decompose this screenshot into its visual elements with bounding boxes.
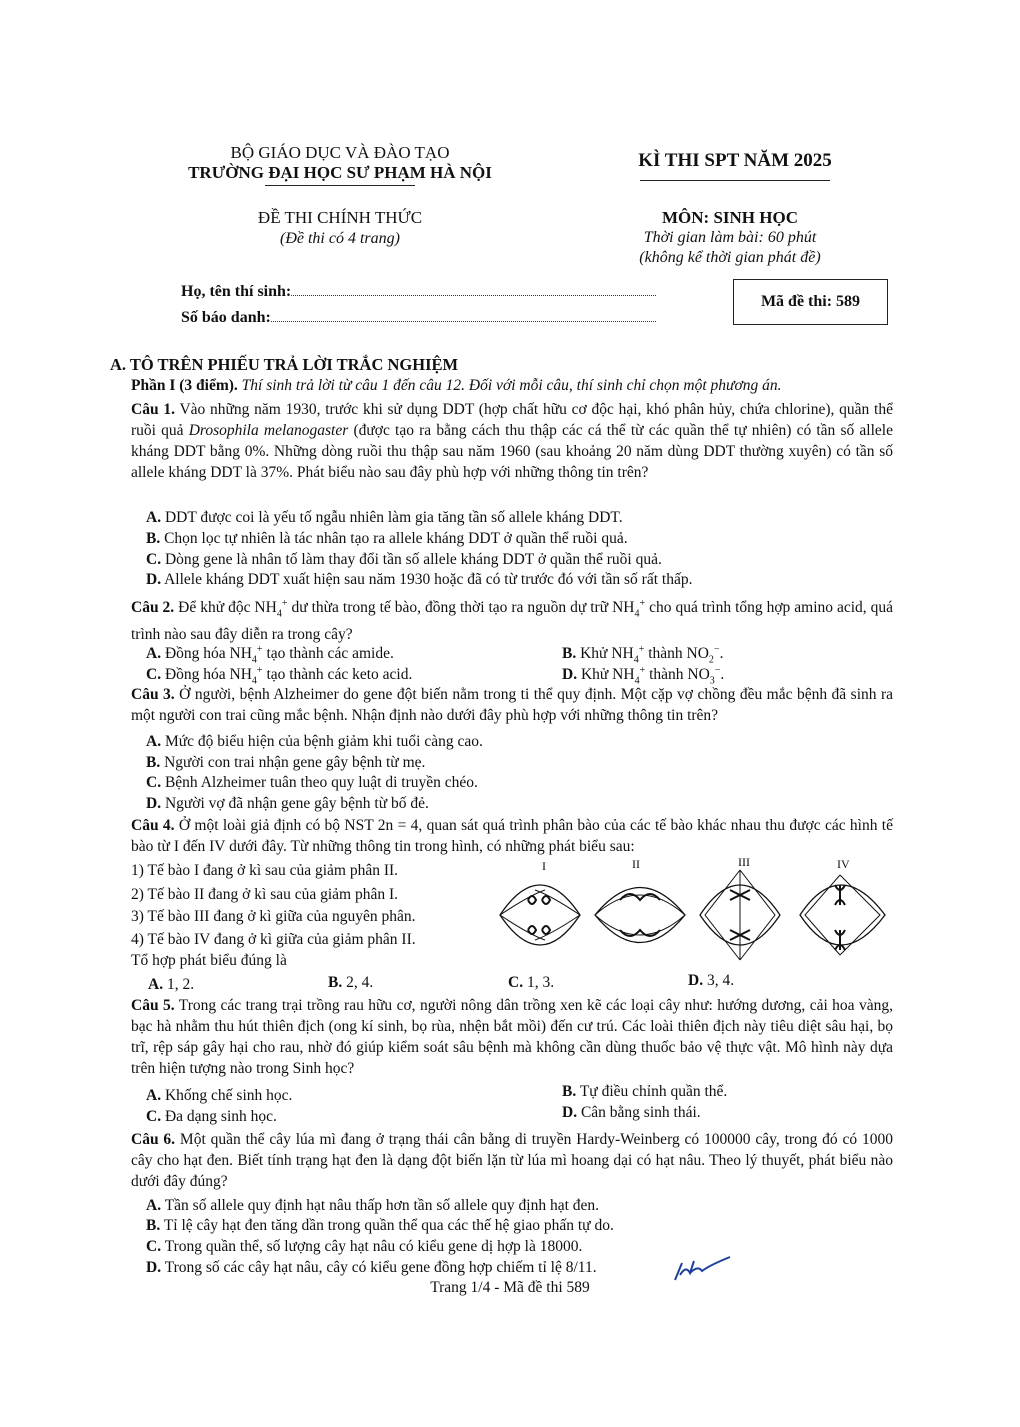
cell-iv [800, 857, 885, 955]
header-underline-right [640, 180, 830, 181]
q4-statement-2: 2) Tế bào II đang ở kì sau của giảm phân I. [131, 886, 399, 903]
part-label: Phần I (3 điểm). [131, 377, 238, 394]
q4-option-c: C. 1, 3. [508, 974, 555, 991]
species-name: Drosophila melanogaster [188, 422, 349, 439]
ministry: BỘ GIÁO DỤC VÀ ĐÀO TẠO [230, 143, 450, 162]
cell-label-iv: IV [837, 857, 850, 871]
id-dotline [271, 307, 656, 322]
signature-mark [650, 1245, 740, 1285]
question-4: Câu 4. Ở một loài giả định có bộ NST 2n = 4, quan sát quá trình phân bào của các tế bào khác nhau thu được các hình tế bào từ I đến IV dưới đây. Từ những thông tin trong hình, có những phát biểu sau: [131, 817, 893, 855]
cell-label-i: I [542, 859, 546, 873]
cell-label-ii: II [632, 857, 640, 871]
q3-option-c: C. Bệnh Alzheimer tuân theo quy luật di truyền chéo. [146, 774, 478, 791]
part-header [131, 375, 782, 396]
q4-combo: Tổ hợp phát biểu đúng là [131, 952, 287, 969]
question-label: Câu 1. [131, 401, 175, 418]
q2-option-c: C. Đồng hóa $NH_4^+$ tạo thành các keto acid. [146, 665, 413, 687]
cell-division-figure [490, 850, 900, 965]
question-2: Câu 2. Để khử độc $NH_4^+$ dư thừa trong tế bào, đồng thời tạo ra nguồn dự trữ $NH_4^+$ cho quá trình tổng hợp amino acid, quá trình nào sau đây diễn ra trong cây? [131, 598, 894, 644]
exam-title: KÌ THI SPT NĂM 2025 [638, 150, 832, 171]
q4-statement-1: 1) Tế bào I đang ở kì sau của giảm phân II. [131, 862, 399, 879]
q6-option-c: C. Trong quần thể, số lượng cây hạt nâu có kiểu gene dị hợp là 18000. [146, 1238, 583, 1255]
time-limit: Thời gian làm bài: 60 phút [643, 229, 817, 246]
question-text: Vào những năm 1930, trước khi sử dụng DDT (hợp chất hữu cơ độc hại, khó phân hủy, chứa chlorine), quần thể ruồi quả [131, 401, 893, 439]
page-footer: Trang 1/4 - Mã đề thi 589 [430, 1279, 590, 1296]
q1-option-b: B. Chọn lọc tự nhiên là tác nhân tạo ra allele kháng DDT ở quần thể ruồi quả. [146, 530, 628, 547]
id-label: Số báo danh: [181, 309, 271, 326]
q5-option-d: D. Cân bằng sinh thái. [562, 1104, 701, 1121]
cell-iii [700, 855, 780, 960]
q4-option-b: B. 2, 4. [328, 974, 374, 991]
name-label: Họ, tên thí sinh: [181, 283, 292, 300]
pages-note: (Đề thi có 4 trang) [280, 230, 400, 247]
q4-option-a: A. 1, 2. [148, 976, 195, 993]
q6-option-d: D. Trong số các cây hạt nâu, cây có kiểu gene đồng hợp chiếm tỉ lệ 8/11. [146, 1259, 597, 1276]
q1-option-d: D. Allele kháng DDT xuất hiện sau năm 1930 hoặc đã có từ trước đó với tần số rất thấp. [146, 571, 693, 588]
q2-option-b: B. Khử $NH_4^+$ thành $NO_2^-$. [562, 644, 724, 666]
q2-option-d: D. Khử $NH_4^+$ thành $NO_3^-$. [562, 665, 725, 687]
header-underline-left [265, 185, 415, 186]
q5-option-c: C. Đa dạng sinh học. [146, 1108, 277, 1125]
question-3: Câu 3. Ở người, bệnh Alzheimer do gene đột biến nằm trong ti thể quy định. Một cặp vợ chồng đều mắc bệnh đã sinh ra một người con trai cũng mắc bệnh. Nhận định nào dưới đây phù hợp với những thông tin trên? [131, 686, 894, 724]
section-title: A. TÔ TRÊN PHIẾU TRẢ LỜI TRẮC NGHIỆM [110, 355, 459, 374]
question-6: Câu 6. Một quần thể cây lúa mì đang ở trạng thái cân bằng di truyền Hardy-Weinberg có 100000 cây, trong đó có 1000 cây cho hạt đen. Biết tính trạng hạt đen là dạng đột biến lặn từ lúa mì hoang dại có hạt nâu. Theo lý thuyết, phát biểu nào dưới đây đúng? [131, 1131, 893, 1190]
q5-option-a: A. Khống chế sinh học. [146, 1087, 293, 1104]
exam-code-box: Mã đề thi: 589 [733, 279, 888, 325]
name-field [181, 281, 656, 301]
official-label: ĐỀ THI CHÍNH THỨC [257, 208, 423, 227]
time-note: (không kể thời gian phát đề) [639, 249, 821, 266]
q3-option-a: A. Mức độ biểu hiện của bệnh giảm khi tuổi càng cao. [146, 733, 483, 750]
question-5: Câu 5. Trong các trang trại trồng rau hữu cơ, người nông dân trồng xen kẽ các loại cây như: hướng dương, cải hoa vàng, bạc hà nhằm thu hút thiên địch (ong kí sinh, bọ rùa, nhện bắt mồi) đến cư trú. Các loài thiên địch này tiêu diệt sâu hại, bọ trĩ, rệp sáp gây hại cho rau, nhờ đó giúp kiểm soát sâu bệnh mà không cần dùng thuốc bảo vệ thực vật. Mô hình này dựa trên hiện tượng nào trong Sinh học? [131, 997, 893, 1077]
cell-ii [595, 857, 685, 943]
q6-option-b: B. Tỉ lệ cây hạt đen tăng dần trong quần thể qua các thế hệ giao phấn tự do. [146, 1217, 614, 1234]
part-instruction: Thí sinh trả lời từ câu 1 đến câu 12. Đối với mỗi câu, thí sinh chỉ chọn một phương án. [241, 377, 782, 394]
q4-statement-4: 4) Tế bào IV đang ở kì giữa của giảm phân II. [131, 931, 416, 948]
cell-i [500, 859, 580, 945]
id-field [181, 307, 656, 327]
q1-option-c: C. Dòng gene là nhân tố làm thay đổi tần số allele kháng DDT ở quần thể ruồi quả. [146, 551, 662, 568]
university: TRƯỜNG ĐẠI HỌC SƯ PHẠM HÀ NỘI [188, 163, 492, 182]
cell-label-iii: III [738, 855, 750, 869]
q3-option-b: B. Người con trai nhận gene gây bệnh từ mẹ. [146, 754, 426, 771]
q4-option-d: D. 3, 4. [688, 972, 735, 989]
subject: MÔN: SINH HỌC [662, 208, 798, 227]
q1-option-a: A. DDT được coi là yếu tố ngẫu nhiên làm gia tăng tần số allele kháng DDT. [146, 509, 623, 526]
q5-option-b: B. Tự điều chỉnh quần thể. [562, 1083, 728, 1100]
name-dotline [291, 281, 656, 296]
q2-option-a: A. Đồng hóa $NH_4^+$ tạo thành các amide. [146, 644, 394, 666]
question-text: (được tạo ra bằng cách thu thập các cá thể từ các quần thể tự nhiên) có tần số allele kháng DDT bằng 0%. Những dòng ruồi thu thập sau năm 1960 (sau khoảng 20 năm dùng DDT thường xuyên) có tần số allele kháng DDT là 37%. Phát biểu nào sau đây phù hợp với những thông tin trên? [131, 422, 893, 481]
q4-statement-3: 3) Tế bào III đang ở kì giữa của nguyên phân. [131, 908, 416, 925]
q3-option-d: D. Người vợ đã nhận gene gây bệnh từ bố đẻ. [146, 795, 429, 812]
question-1 [131, 399, 893, 483]
q6-option-a: A. Tần số allele quy định hạt nâu thấp hơn tần số allele quy định hạt đen. [146, 1197, 600, 1214]
